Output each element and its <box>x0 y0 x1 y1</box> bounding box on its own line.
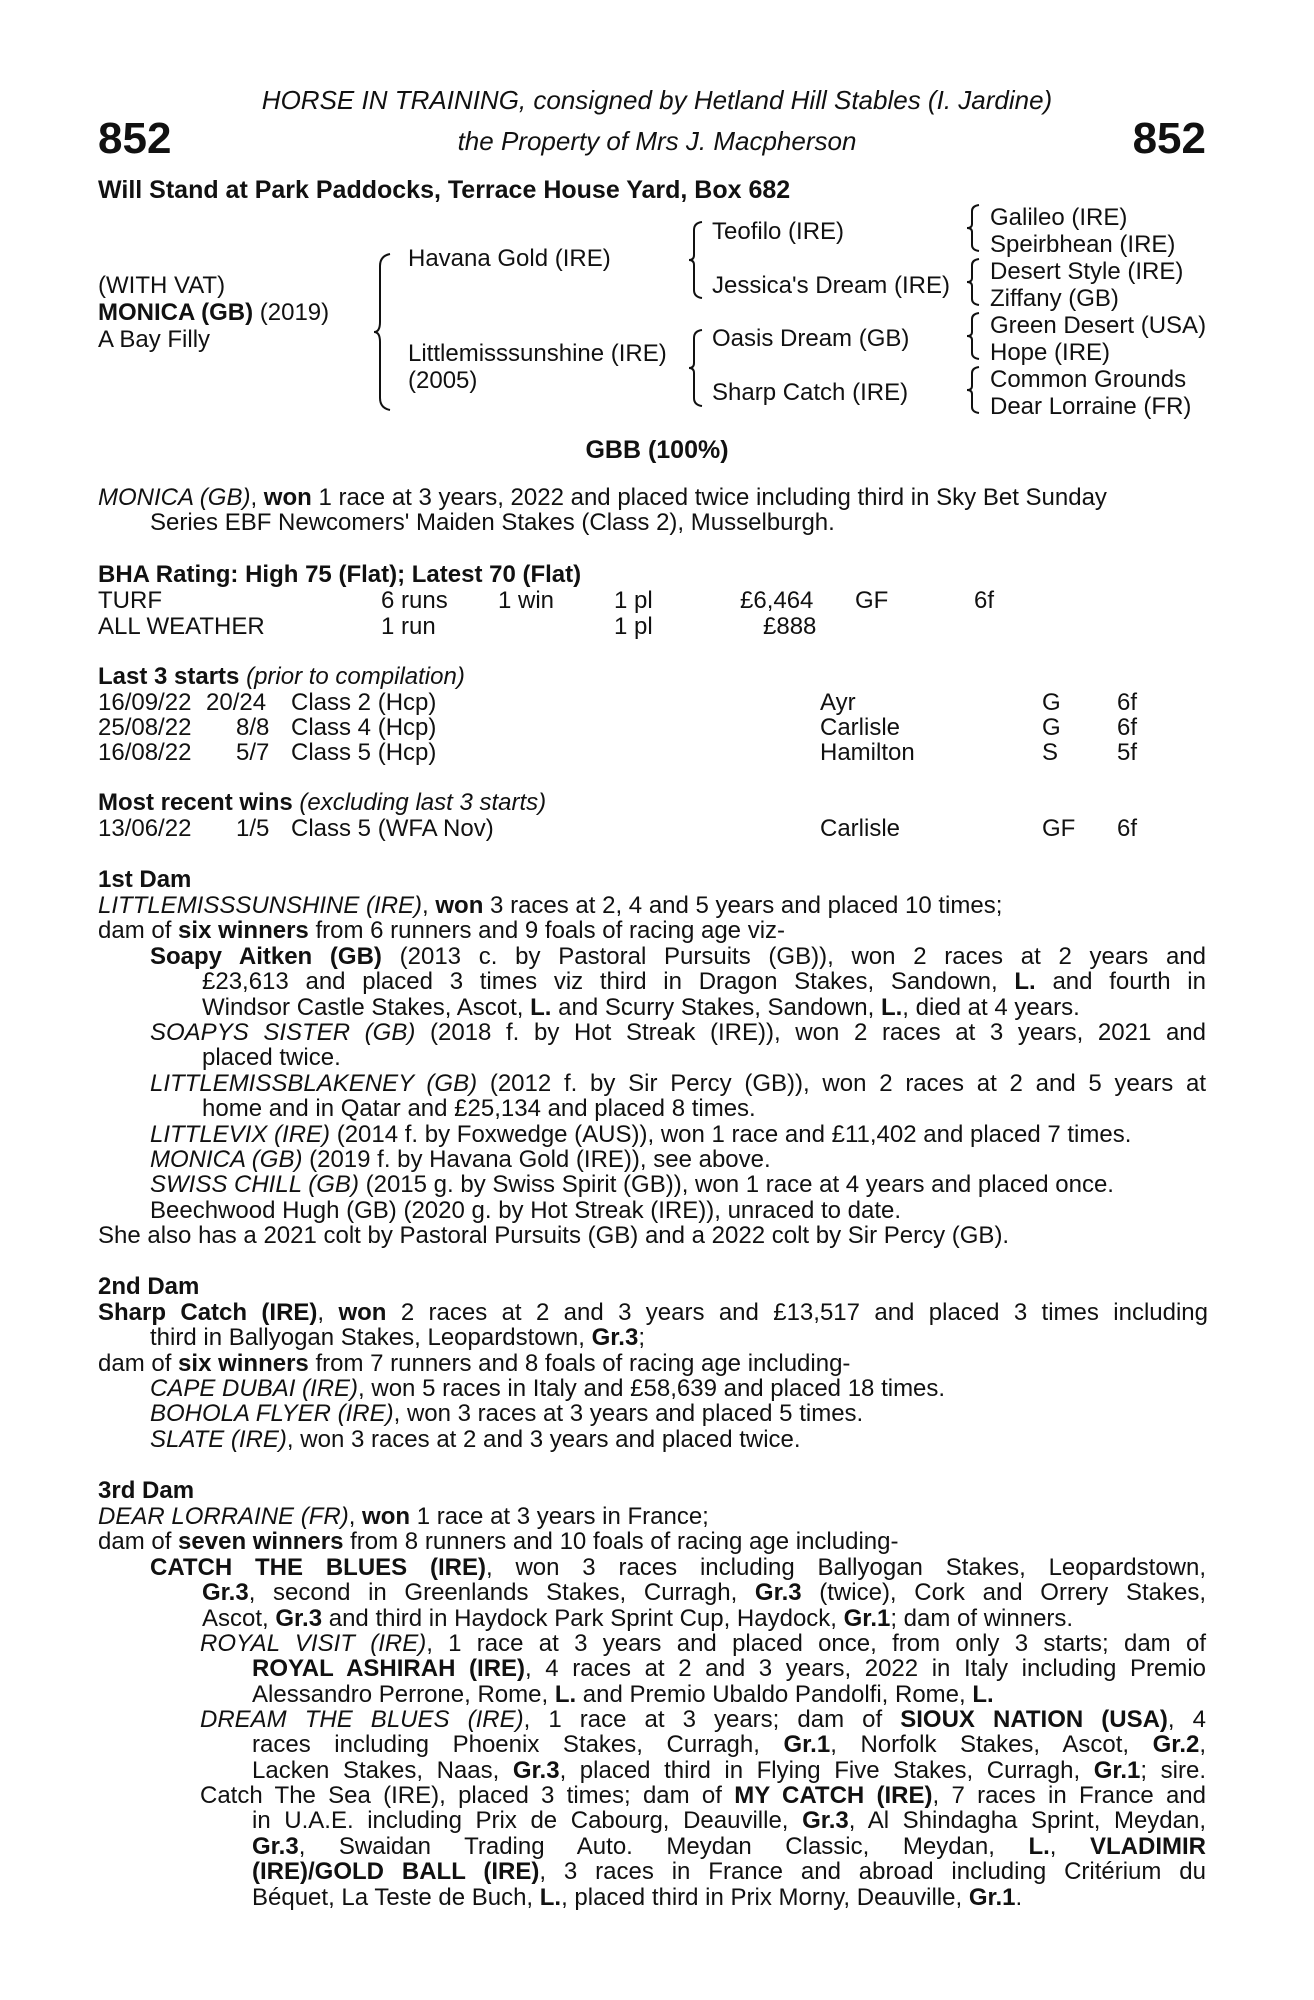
summary-won: won <box>263 484 312 511</box>
dam1-footnote <box>98 1223 1208 1248</box>
text: , Norfolk Stakes, Ascot, <box>830 1731 1153 1759</box>
dam1-winners: six winners <box>178 917 309 945</box>
lot-number-right: 852 <box>1132 114 1206 163</box>
grandsire-1: Galileo (IRE) <box>990 204 1128 231</box>
listed-tag: L. <box>880 993 903 1021</box>
property-line: the Property of Mrs J. Macpherson <box>457 126 857 156</box>
dam2-name: Sharp Catch (IRE) <box>98 1299 318 1326</box>
dam-year: (2005) <box>408 367 478 394</box>
text: and Scurry Stakes, Sandown, <box>551 993 881 1021</box>
pedigree-brace-g3 <box>966 311 982 361</box>
text: from 6 runners and 9 foals of racing age viz- <box>308 917 786 945</box>
last3-heading-line <box>98 664 465 690</box>
pedigree-brace-sire <box>688 220 706 300</box>
text: Alessandro Perrone, Rome, <box>252 1680 555 1708</box>
text: , 7 races in France and <box>932 1782 1206 1809</box>
dam3-intro <box>98 1504 1208 1555</box>
dam3-name: DEAR LORRAINE (FR) <box>98 1503 349 1530</box>
listed-tag: L. <box>554 1680 577 1708</box>
text: dam of <box>98 917 179 945</box>
text: , died at 4 years. <box>902 993 1080 1021</box>
text: , <box>1049 1832 1090 1860</box>
text: (2012 f. by Sir Percy (GB)), won 2 races at 2 and 5 years at <box>477 1070 1206 1097</box>
start-position: 20/24 <box>206 689 267 716</box>
produce-name: CAPE DUBAI (IRE) <box>150 1375 359 1402</box>
start-class: Class 5 (Hcp) <box>291 739 437 766</box>
group-tag: Gr.2 <box>1152 1731 1200 1759</box>
text: and Premio Ubaldo Pandolfi, Rome, <box>576 1680 973 1708</box>
text: in U.A.E. including Prix de Cabourg, Deauville, <box>252 1807 803 1835</box>
text: , won 3 races at 3 years and placed 5 times. <box>393 1400 864 1428</box>
text: (2018 f. by Hot Streak (IRE)), won 2 races at 3 years, 2021 and <box>415 1019 1206 1046</box>
text: She also has a 2021 colt by Pastoral Pursuits (GB) and a 2022 colt by Sir Percy (GB). <box>98 1222 1010 1249</box>
produce-name: SIOUX NATION (USA) <box>900 1706 1168 1733</box>
text: from 7 runners and 8 foals of racing age including- <box>308 1349 851 1377</box>
listed-tag: L. <box>539 1883 562 1911</box>
start-distance: 6f <box>1117 689 1138 716</box>
gbb-rating: GBB (100%) <box>585 436 729 464</box>
group-tag: Gr.3 <box>591 1324 639 1352</box>
granddam-4: Ziffany (GB) <box>990 285 1119 312</box>
granddam-8: Dear Lorraine (FR) <box>990 393 1192 420</box>
text: and fourth in <box>1035 968 1206 996</box>
sire-sire: Teofilo (IRE) <box>712 218 845 245</box>
sire: Havana Gold (IRE) <box>408 245 611 272</box>
win-distance: 6f <box>1117 815 1138 842</box>
dam1-won: won <box>435 892 484 919</box>
text: ; <box>638 1324 645 1352</box>
dam1-produce-7 <box>150 1198 1206 1223</box>
text: home and in Qatar and £25,134 and placed 8 times. <box>202 1095 756 1123</box>
recent-wins-heading: Most recent wins <box>98 789 293 816</box>
lot-number-left: 852 <box>98 114 172 163</box>
consignment-line: HORSE IN TRAINING, consigned by Hetland Hill Stables (I. Jardine) <box>261 85 1053 115</box>
dam3-won: won <box>362 1503 411 1530</box>
dam2-heading: 2nd Dam <box>98 1273 200 1300</box>
start-date: 16/09/22 <box>98 689 192 716</box>
rating-placed: 1 pl <box>614 587 653 614</box>
text: and third in Haydock Park Sprint Cup, Haydock, <box>322 1604 844 1632</box>
dam1-produce-2 <box>150 1020 1206 1071</box>
text: , 4 <box>1167 1706 1207 1733</box>
dam2-winners: six winners <box>178 1349 309 1377</box>
summary-line-1: 1 race at 3 years, 2022 and placed twice including third in Sky Bet Sunday <box>311 484 1107 511</box>
last3-heading: Last 3 starts <box>98 663 240 690</box>
start-course: Hamilton <box>820 739 915 766</box>
produce-name: Soapy Aitken (GB) <box>150 943 382 970</box>
text: third in Ballyogan Stakes, Leopardstown, <box>150 1324 592 1352</box>
text: (2019 f. by Havana Gold (IRE)), see above. <box>302 1146 771 1173</box>
produce-name: MY CATCH (IRE) <box>734 1782 933 1809</box>
granddam-2: Speirbhean (IRE) <box>990 231 1176 258</box>
win-position: 1/5 <box>236 815 270 842</box>
win-course: Carlisle <box>820 815 901 842</box>
text: Lacken Stakes, Naas, <box>252 1756 513 1784</box>
text: , Swaidan Trading Auto. Meydan Classic, Meydan, <box>298 1832 1029 1860</box>
grandsire-3: Desert Style (IRE) <box>990 258 1184 285</box>
produce-name: CATCH THE BLUES (IRE) <box>150 1554 486 1581</box>
group-tag: Gr.3 <box>202 1579 249 1607</box>
text: , 4 races at 2 and 3 years, 2022 in Italy including Premio <box>525 1655 1207 1683</box>
start-going: G <box>1042 689 1061 716</box>
rating-prize: £888 <box>763 613 817 640</box>
text: placed twice. <box>202 1044 341 1072</box>
group-tag: Gr.3 <box>754 1579 802 1607</box>
rating-wins: 1 win <box>498 587 555 614</box>
rating-placed: 1 pl <box>614 613 653 640</box>
group-tag: Gr.1 <box>783 1731 831 1759</box>
recent-wins-heading-line <box>98 790 546 816</box>
start-going: G <box>1042 714 1061 741</box>
start-row <box>0 740 1314 765</box>
separator: , <box>317 1299 339 1326</box>
horse-year: (2019) <box>253 299 330 326</box>
produce-name: VLADIMIR <box>1090 1832 1206 1860</box>
rating-row-aw <box>0 614 1314 639</box>
text: , Al Shindagha Sprint, Meydan, <box>848 1807 1207 1835</box>
text: , won 5 races in Italy and £58,639 and placed 18 times. <box>358 1375 946 1402</box>
summary-line-2: Series EBF Newcomers' Maiden Stakes (Class 2), Musselburgh. <box>150 509 835 537</box>
start-position: 5/7 <box>236 739 270 766</box>
text: Catch The Sea (IRE), placed 3 times; dam of <box>200 1782 735 1809</box>
dam3-produce-catch-the-blues <box>150 1555 1206 1631</box>
text: , placed third in Flying Five Stakes, Curragh, <box>559 1756 1094 1784</box>
text: from 8 runners and 10 foals of racing age including- <box>343 1528 899 1556</box>
group-tag: Gr.3 <box>802 1807 849 1835</box>
produce-name: ROYAL VISIT (IRE) <box>200 1630 427 1657</box>
start-position: 8/8 <box>236 714 270 741</box>
pedigree-brace-g1 <box>966 203 982 253</box>
rating-going: GF <box>855 587 889 614</box>
dam-dam: Sharp Catch (IRE) <box>712 379 909 406</box>
start-class: Class 2 (Hcp) <box>291 689 437 716</box>
text: Béquet, La Teste de Buch, <box>252 1883 540 1911</box>
dam3-produce-catch-the-sea <box>200 1783 1206 1910</box>
dam1-produce-4 <box>150 1122 1206 1147</box>
dam3-produce-royal-visit <box>200 1631 1206 1707</box>
dam2-intro <box>98 1300 1208 1376</box>
produce-name: SLATE (IRE) <box>150 1425 287 1453</box>
sire-dam: Jessica's Dream (IRE) <box>712 272 950 299</box>
text: (2014 f. by Foxwedge (AUS)), won 1 race and £11,402 and placed 7 times. <box>330 1121 1132 1148</box>
start-class: Class 4 (Hcp) <box>291 714 437 741</box>
summary-paragraph: MONICA (GB), won 1 race at 3 years, 2022 and placed twice including third in Sky Bet Sunday Series EBF Newcomers' Maiden Stakes (Class 2), Musselburgh. <box>98 485 1208 536</box>
listed-tag: L. <box>972 1680 994 1708</box>
start-distance: 6f <box>1117 714 1138 741</box>
recent-wins-note: (excluding last 3 starts) <box>292 789 547 816</box>
group-tag: Gr.1 <box>1093 1756 1141 1784</box>
text: £23,613 and placed 3 times viz third in Dragon Stakes, Sandown, <box>202 968 1015 996</box>
produce-name: LITTLEVIX (IRE) <box>150 1121 331 1148</box>
group-tag: Gr.3 <box>252 1832 299 1860</box>
produce-name: BOHOLA FLYER (IRE) <box>150 1400 394 1428</box>
granddam-6: Hope (IRE) <box>990 339 1111 366</box>
text: , <box>1199 1731 1207 1759</box>
rating-row-turf <box>0 588 1314 613</box>
text: (2015 g. by Swiss Spirit (GB)), won 1 race at 4 years and placed once. <box>358 1171 1114 1198</box>
produce-name: SWISS CHILL (GB) <box>150 1171 359 1198</box>
text: . <box>1015 1883 1023 1911</box>
horse-description: A Bay Filly <box>98 326 211 353</box>
separator: , <box>348 1503 363 1530</box>
stand-location: Will Stand at Park Paddocks, Terrace House Yard, Box 682 <box>98 176 791 204</box>
start-course: Ayr <box>820 689 856 716</box>
listed-tag: L. <box>530 993 552 1021</box>
produce-name: DREAM THE BLUES (IRE) <box>200 1706 524 1733</box>
text: , 1 race at 3 years and placed once, from only 3 starts; dam of <box>426 1630 1206 1657</box>
start-date: 16/08/22 <box>98 739 192 766</box>
dam1-intro <box>98 893 1208 944</box>
dam-sire: Oasis Dream (GB) <box>712 325 910 352</box>
pedigree-brace-g4 <box>966 365 982 415</box>
text: ; sire. <box>1140 1756 1206 1784</box>
start-distance: 5f <box>1117 739 1138 766</box>
dam1-heading: 1st Dam <box>98 866 192 893</box>
horse-name: MONICA (GB) <box>98 299 254 326</box>
text: , second in Greenlands Stakes, Curragh, <box>248 1579 755 1607</box>
dam1-name: LITTLEMISSSUNSHINE (IRE) <box>98 892 423 919</box>
text: , won 3 races at 2 and 3 years and placed twice. <box>286 1425 801 1453</box>
produce-name: SOAPYS SISTER (GB) <box>150 1019 416 1046</box>
start-going: S <box>1042 739 1059 766</box>
text: Ascot, <box>202 1604 276 1632</box>
rating-runs: 6 runs <box>381 587 448 614</box>
listed-tag: L. <box>1028 1832 1050 1860</box>
start-row <box>0 690 1314 715</box>
vat-note: (WITH VAT) <box>98 272 226 299</box>
dam1-produce-1 <box>150 944 1206 1020</box>
start-date: 25/08/22 <box>98 714 192 741</box>
produce-name: (IRE)/GOLD BALL (IRE) <box>252 1858 540 1886</box>
pedigree-brace-g2 <box>966 257 982 307</box>
text: (2013 c. by Pastoral Pursuits (GB)), won 2 races at 2 years and <box>381 943 1206 970</box>
dam3-produce-dream-the-blues <box>200 1707 1206 1783</box>
last3-note: (prior to compilation) <box>239 663 465 690</box>
group-tag: Gr.3 <box>512 1756 560 1784</box>
win-class: Class 5 (WFA Nov) <box>291 815 494 842</box>
text: , won 3 races including Ballyogan Stakes, Leopardstown, <box>485 1554 1207 1581</box>
win-row <box>0 816 1314 841</box>
dam1-produce-6 <box>150 1172 1206 1197</box>
start-course: Carlisle <box>820 714 901 741</box>
text: 2 races at 2 and 3 years and £13,517 and placed 3 times including <box>386 1299 1208 1326</box>
text: , 3 races in France and abroad including Critérium du <box>539 1858 1206 1886</box>
win-date: 13/06/22 <box>98 815 192 842</box>
rating-surface: ALL WEATHER <box>98 613 265 640</box>
text: 1 race at 3 years in France; <box>410 1503 709 1530</box>
win-going: GF <box>1042 815 1076 842</box>
dam2-won: won <box>338 1299 387 1326</box>
dam1-produce-5 <box>150 1147 1206 1172</box>
dam2-produce <box>150 1376 1206 1452</box>
group-tag: Gr.1 <box>968 1883 1016 1911</box>
text: dam of <box>98 1349 179 1377</box>
start-row <box>0 715 1314 740</box>
dam1-produce-3 <box>150 1071 1206 1122</box>
dam1-record: 3 races at 2, 4 and 5 years and placed 10 times; <box>483 892 1003 919</box>
dam3-winners: seven winners <box>178 1528 344 1556</box>
group-tag: Gr.3 <box>275 1604 323 1632</box>
dam3-heading: 3rd Dam <box>98 1477 195 1504</box>
rating-prize: £6,464 <box>740 587 814 614</box>
dam: Littlemisssunshine (IRE) <box>408 340 667 367</box>
text: dam of <box>98 1528 179 1556</box>
rating-surface: TURF <box>98 587 162 614</box>
produce-name: LITTLEMISSBLAKENEY (GB) <box>150 1070 478 1097</box>
rating-heading: BHA Rating: High 75 (Flat); Latest 70 (Flat) <box>98 561 582 588</box>
grandsire-7: Common Grounds <box>990 366 1187 393</box>
pedigree-brace-main <box>372 252 396 412</box>
text: Beechwood Hugh (GB) (2020 g. by Hot Streak (IRE)), unraced to date. <box>150 1197 902 1224</box>
produce-name: MONICA (GB) <box>150 1146 303 1173</box>
grandsire-5: Green Desert (USA) <box>990 312 1207 339</box>
text: Windsor Castle Stakes, Ascot, <box>202 993 531 1021</box>
text: races including Phoenix Stakes, Curragh, <box>252 1731 784 1759</box>
horse-title <box>98 300 329 325</box>
text: ; dam of winners. <box>890 1604 1074 1632</box>
text: , placed third in Prix Morny, Deauville, <box>561 1883 969 1911</box>
produce-name: ROYAL ASHIRAH (IRE) <box>252 1655 526 1683</box>
listed-tag: L. <box>1014 968 1036 996</box>
rating-runs: 1 run <box>381 613 436 640</box>
summary-horse-name: MONICA (GB) <box>98 484 251 511</box>
text: (twice), Cork and Orrery Stakes, <box>801 1579 1206 1607</box>
separator: , <box>422 892 436 919</box>
rating-distance: 6f <box>974 587 995 614</box>
group-tag: Gr.1 <box>843 1604 891 1632</box>
pedigree-brace-dam <box>688 328 706 408</box>
text: , 1 race at 3 years; dam of <box>523 1706 901 1733</box>
